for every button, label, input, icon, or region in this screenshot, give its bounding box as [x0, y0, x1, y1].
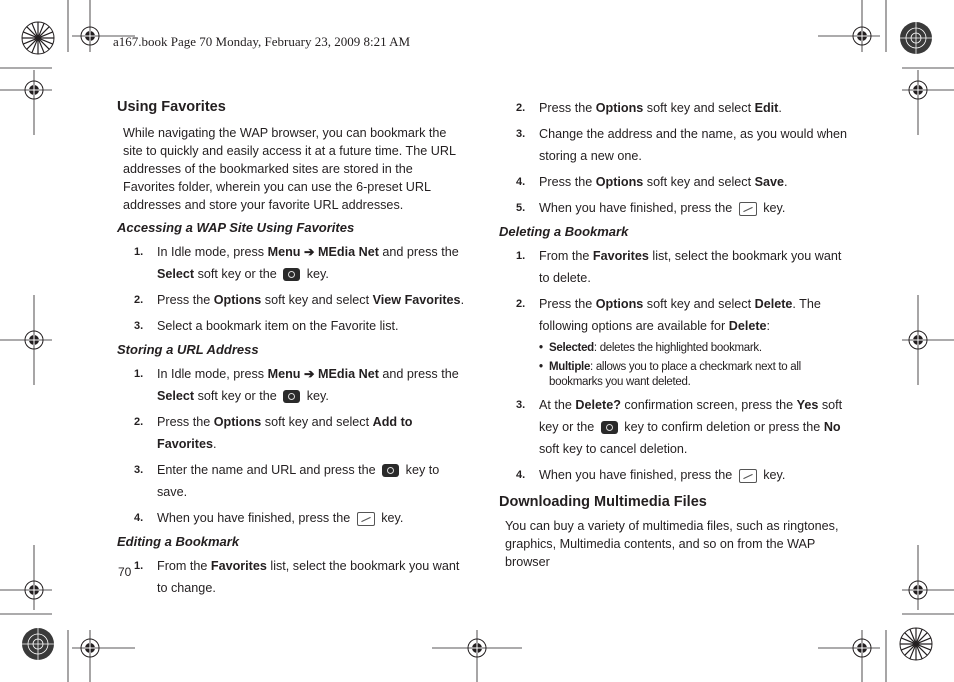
left-column — [117, 97, 467, 603]
deleting-heading: Deleting a Bookmark — [499, 224, 629, 239]
using-favorites-paragraph: While navigating the WAP browser, you can bookmark the site to quickly and easily access it at a future time. The URL addresses of the bookmarked sites are stored in the Favorites folder, wherein you can use the 6-preset URL addresses and store your favorite URL addresses. — [123, 126, 456, 212]
page-number: 70 — [118, 565, 132, 579]
deleting-step-4: 4. When you have finished, press the key. — [516, 468, 786, 482]
accessing-step-1: 1. In Idle mode, press Menu ➔ MEdia Net and press the Select soft key or the key. — [134, 245, 459, 281]
downloading-heading: Downloading Multimedia Files — [499, 494, 707, 510]
editing-step-3: 3. Change the address and the name, as you would when storing a new one. — [516, 127, 848, 163]
editing-heading: Editing a Bookmark — [117, 534, 240, 549]
editing-step-4: 4. Press the Options soft key and select Save. — [516, 175, 788, 189]
accessing-step-3: 3. Select a bookmark item on the Favorite list. — [134, 319, 399, 333]
end-key-icon — [357, 512, 375, 526]
storing-heading: Storing a URL Address — [117, 342, 259, 357]
deleting-step-3: 3. At the Delete? confirmation screen, press the Yes soft key or the key to confirm deletion or press the No soft key to cancel deletion. — [516, 398, 843, 456]
accessing-heading: Accessing a WAP Site Using Favorites — [117, 220, 355, 235]
storing-step-2: 2. Press the Options soft key and select Add to Favorites. — [134, 415, 413, 451]
book-header: a167.book Page 70 Monday, February 23, 2009 8:21 AM — [113, 34, 411, 49]
center-select-key-icon — [601, 421, 618, 434]
center-select-key-icon — [382, 464, 399, 477]
storing-step-3: 3. Enter the name and URL and press the key to save. — [134, 463, 440, 499]
center-select-key-icon — [283, 390, 300, 403]
downloading-paragraph: You can buy a variety of multimedia files, such as ringtones, graphics, Multimedia contents, and so on from the WAP browser — [505, 519, 839, 569]
end-key-icon — [739, 202, 757, 216]
deleting-step-2: 2. Press the Options soft key and select Delete. The following options are available for Delete: — [516, 297, 821, 333]
using-favorites-heading: Using Favorites — [117, 99, 226, 115]
delete-option-selected: • Selected: deletes the highlighted bookmark. — [539, 342, 762, 354]
editing-step-5: 5. When you have finished, press the key. — [516, 201, 786, 215]
right-column — [499, 97, 849, 575]
center-select-key-icon — [283, 268, 300, 281]
storing-step-4: 4. When you have finished, press the key. — [134, 511, 404, 525]
accessing-step-2: 2. Press the Options soft key and select View Favorites. — [134, 293, 465, 307]
delete-option-multiple: • Multiple: allows you to place a checkmark next to all bookmarks you want deleted. — [539, 361, 801, 388]
editing-step-1: 1. From the Favorites list, select the bookmark you want to change. — [134, 559, 460, 595]
editing-step-2: 2. Press the Options soft key and select Edit. — [516, 101, 782, 115]
end-key-icon — [739, 469, 757, 483]
storing-step-1: 1. In Idle mode, press Menu ➔ MEdia Net and press the Select soft key or the key. — [134, 367, 459, 403]
deleting-step-1: 1. From the Favorites list, select the bookmark you want to delete. — [516, 249, 842, 285]
